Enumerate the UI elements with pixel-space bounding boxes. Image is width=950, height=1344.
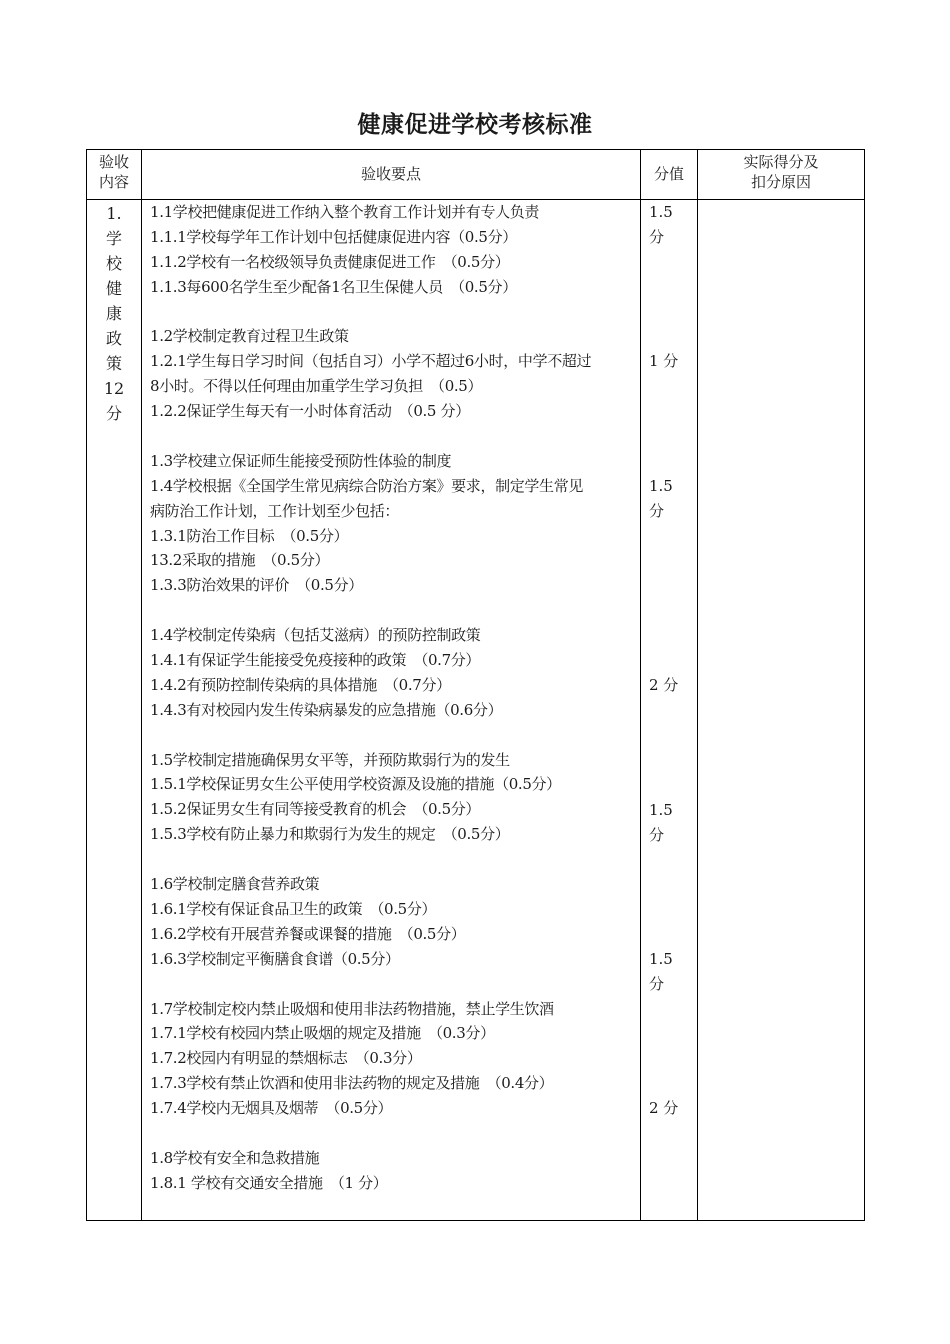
- section-char: 健: [105, 279, 122, 298]
- score-value: 分: [649, 501, 665, 520]
- score-value: 1.5: [649, 800, 673, 819]
- criterion-line: 1.6.2学校有开展营养餐或课餐的措施 （0.5分）: [150, 924, 466, 943]
- criterion-line: 1.2学校制定教育过程卫生政策: [150, 327, 349, 346]
- criterion-line: 1.2.1学生每日学习时间（包括自习）小学不超过6小时，中学不超过: [150, 352, 592, 371]
- header-actual-line2: 扣分原因: [750, 173, 811, 191]
- score-value: 2 分: [649, 676, 679, 695]
- criterion-line: 1.5学校制定措施确保男女平等，并预防欺弱行为的发生: [150, 750, 510, 769]
- acceptance-points: [150, 200, 640, 1196]
- header-content-line2: 内容: [98, 173, 129, 191]
- criterion-line: 1.7.1学校有校园内禁止吸烟的规定及措施 （0.3分）: [150, 1024, 495, 1043]
- section-char: 12: [103, 379, 125, 398]
- criterion-line: 13.2采取的措施 （0.5分）: [150, 551, 330, 570]
- criterion-line: 1.7.4学校内无烟具及烟蒂 （0.5分）: [150, 1099, 393, 1118]
- criterion-line: [150, 1121, 640, 1146]
- criterion-line: 1.1.1学校每学年工作计划中包括健康促进内容（0.5分）: [150, 227, 517, 246]
- score-value: 1.5: [649, 203, 673, 221]
- page-title: 健康促进学校考核标准: [357, 111, 593, 138]
- criterion-line: 8小时。不得以任何理由加重学生学习负担 （0.5）: [150, 377, 483, 396]
- criterion-line: [150, 723, 640, 748]
- criterion-line: 1.1.2学校有一名校级领导负责健康促进工作 （0.5分）: [150, 252, 510, 271]
- criterion-line: 1.3.1防治工作目标 （0.5分）: [150, 526, 349, 545]
- table-border-top: [86, 149, 865, 150]
- criterion-line: [150, 847, 640, 872]
- criterion-line: 1.4.2有预防控制传染病的具体措施 （0.7分）: [150, 675, 451, 694]
- criterion-line: 1.1学校把健康促进工作纳入整个教育工作计划并有专人负责: [150, 203, 540, 221]
- criterion-line: [150, 598, 640, 623]
- section-char: 策: [105, 354, 122, 373]
- table-border-bottom: [86, 1220, 865, 1221]
- criterion-line: 1.4.3有对校园内发生传染病暴发的应急措施（0.6分）: [150, 700, 503, 719]
- criterion-line: [150, 300, 640, 325]
- section-char: 学: [105, 229, 122, 248]
- score-value: 1.5: [649, 476, 673, 495]
- score-value: 分: [649, 227, 665, 246]
- section-label: [87, 201, 141, 426]
- score-value: 1 分: [649, 352, 679, 371]
- criterion-line: 1.5.1学校保证男女生公平使用学校资源及设施的措施（0.5分）: [150, 775, 561, 794]
- criterion-line: 1.8学校有安全和急救措施: [150, 1148, 320, 1167]
- criterion-line: 1.4学校根据《全国学生常见病综合防治方案》要求，制定学生常见: [150, 476, 584, 495]
- table-border-right: [864, 149, 865, 1221]
- table-col-divider-3: [697, 149, 698, 1221]
- header-actual-cell: [698, 152, 864, 192]
- header-score: 分值: [653, 165, 684, 183]
- criterion-line: 1.3.3防治效果的评价 （0.5分）: [150, 576, 363, 595]
- section-char: 康: [105, 304, 122, 323]
- criterion-line: 1.8.1 学校有交通安全措施 （1 分）: [150, 1173, 388, 1192]
- score-value: 分: [649, 825, 665, 844]
- header-content-cell: [87, 152, 141, 192]
- criterion-line: 1.7.3学校有禁止饮酒和使用非法药物的规定及措施 （0.4分）: [150, 1074, 554, 1093]
- section-char: 分: [105, 404, 122, 423]
- criterion-line: [150, 972, 640, 997]
- criterion-line: 病防治工作计划，工作计划至少包括：: [150, 501, 400, 520]
- header-content-line1: 验收: [98, 153, 129, 171]
- header-actual-line1: 实际得分及: [743, 153, 819, 171]
- criterion-line: [150, 424, 640, 449]
- section-char: 校: [105, 254, 122, 273]
- score-value: 分: [649, 974, 665, 993]
- section-char: 1.: [106, 204, 122, 223]
- criterion-line: 1.5.2保证男女生有同等接受教育的机会 （0.5分）: [150, 800, 481, 819]
- criterion-line: 1.6.1学校有保证食品卫生的政策 （0.5分）: [150, 899, 437, 918]
- score-value: 2 分: [649, 1099, 679, 1118]
- criterion-line: 1.7学校制定校内禁止吸烟和使用非法药物措施，禁止学生饮酒: [150, 999, 554, 1018]
- criterion-line: 1.2.2保证学生每天有一小时体育活动 （0.5 分）: [150, 402, 470, 421]
- header-points: 验收要点: [360, 165, 421, 183]
- table-col-divider-1: [141, 149, 142, 1221]
- criterion-line: 1.1.3每600名学生至少配备1名卫生保健人员 （0.5分）: [150, 277, 517, 296]
- table-col-divider-2: [640, 149, 641, 1221]
- criterion-line: 1.6学校制定膳食营养政策: [150, 875, 320, 894]
- criterion-line: 1.7.2校园内有明显的禁烟标志 （0.3分）: [150, 1049, 422, 1068]
- section-char: 政: [105, 329, 122, 348]
- criterion-line: 1.4学校制定传染病（包括艾滋病）的预防控制政策: [150, 626, 481, 645]
- criterion-line: 1.4.1有保证学生能接受免疫接种的政策 （0.7分）: [150, 651, 481, 670]
- score-value: 1.5: [649, 950, 673, 968]
- criterion-line: 1.3学校建立保证师生能接受预防性体验的制度: [150, 451, 452, 470]
- criterion-line: 1.5.3学校有防止暴力和欺弱行为发生的规定 （0.5分）: [150, 825, 510, 844]
- criterion-line: 1.6.3学校制定平衡膳食食谱（0.5分）: [150, 949, 400, 968]
